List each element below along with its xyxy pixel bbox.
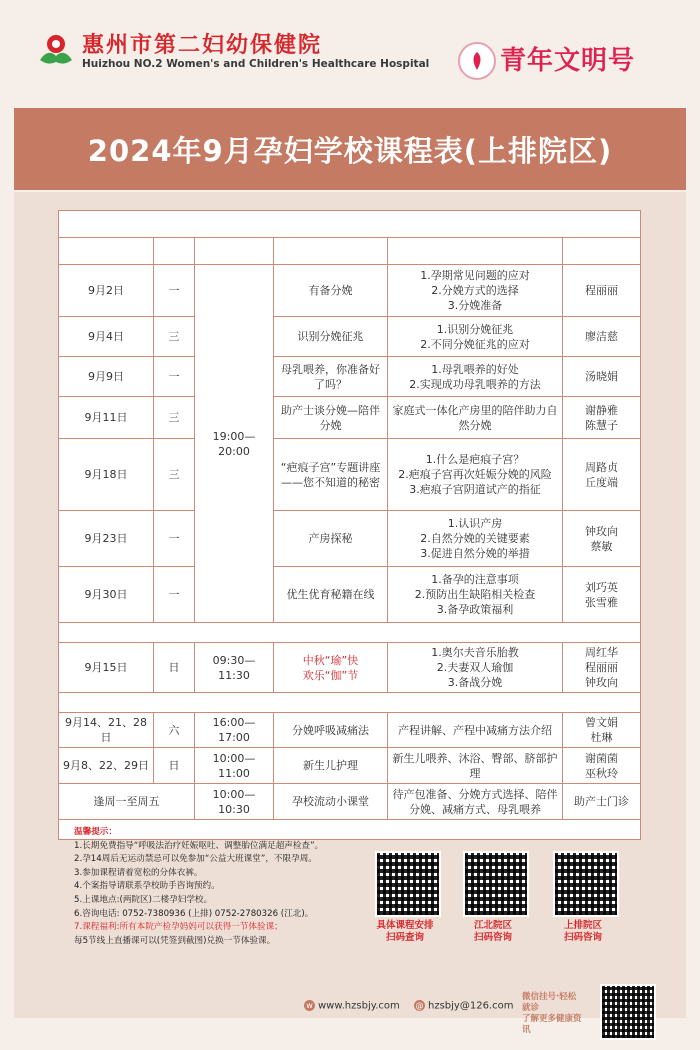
mail-icon: @	[415, 1001, 424, 1010]
qr-jiangbei-caption: 江北院区 扫码咨询	[473, 920, 512, 943]
col-course: 课程名称	[274, 238, 388, 265]
qr-jiangbei[interactable]	[463, 851, 529, 917]
col-weekday: 星期	[154, 238, 195, 265]
col-date: 日期	[59, 238, 154, 265]
footer	[14, 992, 584, 1035]
table-row: 逢周一至周五 10:00—10:30 孕校流动小课堂 待产包准备、分娩方式选择、陪伴分娩、减痛方式、母乳喂养 助产士门诊	[59, 784, 641, 820]
skill-section-title: 技能操作课程 (线下)	[59, 693, 641, 713]
hospital-logo-icon	[36, 30, 76, 70]
tips-block: 温馨提示： 1.长期免费指导“呼吸法治疗妊娠呕吐、调整胎位满足超声检查”。 2.孕14周后无运动禁忌可以免参加“公益大班课堂”，不限孕周。 3.参加课程请着宽松的分体衣裤。 4.个案指导请联系孕校助手咨询预约。 5.上课地点:(两院区)二楼孕妇学校。 6.咨询电话: 0752-7380936 (上排) 0752-2780326 (江北)。 7.课程福利:所有本院产检孕妈妈可以获得一节体验课； 每5节线上直播课可以(凭签到截图)兑换一节体验课。	[74, 826, 404, 948]
wechat-note: 微信挂号·轻松就诊 了解更多健康资讯	[522, 992, 582, 1035]
qr-shangpai-caption: 上排院区 扫码咨询	[563, 920, 602, 943]
table-row: 9月2日 一 19:00—20:00 有备分娩 1.孕期常见问题的应对 2.分娩方式的选择 3.分娩准备 程丽丽	[59, 265, 641, 317]
globe-icon: w	[304, 1000, 315, 1011]
youth-title: 青年文明号	[500, 46, 636, 76]
hospital-name-cn: 惠州市第二妇幼保健院	[82, 33, 323, 58]
yoga-section-title: 孕产瑜伽运动课程 (线下)	[59, 820, 641, 840]
table-row: 9月4日 三 识别分娩征兆 1.识别分娩征兆 2.不同分娩征兆的应对 廖洁慈	[59, 317, 641, 357]
col-content: 课程内容	[388, 238, 563, 265]
qr-schedule[interactable]	[375, 851, 441, 917]
table-row: 9月23日 一 产房探秘 1.认识产房 2.自然分娩的关键要素 3.促进自然分娩的举措 钟玫向 蔡敏	[59, 511, 641, 567]
email-link[interactable]: @ hzsbjy@126.com	[415, 1000, 514, 1012]
website-link[interactable]: w www.hzsbjy.com	[304, 1000, 400, 1012]
table-row: 9月9日 一 母乳喂养，你准备好了吗？ 1.母乳喂养的好处 2.实现成功母乳喂养的方法 汤晓娟	[59, 357, 641, 397]
qr-shangpai[interactable]	[553, 851, 619, 917]
table-row: 9月30日 一 优生优育秘籍在线 1.备孕的注意事项 2.预防出生缺陷相关检查 3.备孕政策福利 刘巧英 张雪雅	[59, 567, 641, 623]
table-row: 9月11日 三 助产士谈分娩—陪伴分娩 家庭式一体化产房里的陪伴助力自然分娩 谢静雅 陈慧子	[59, 397, 641, 439]
hospital-name-en: Huizhou NO.2 Women's and Children's Healthcare Hospital	[82, 58, 430, 70]
table-row: 9月18日 三 “疤痕子宫”专题讲座——您不知道的秘密 1.什么是疤痕子宫？ 2.疤痕子宫再次妊娠分娩的风险 3.疤痕子宫阴道试产的指征 周路贞 丘度端	[59, 439, 641, 511]
online-section-title: 线上课程(直播)—关注“惠州市第二妇幼保健院服务平台”视频号	[59, 211, 641, 238]
online-time: 19:00—20:00	[195, 265, 274, 623]
youth-badge-icon	[458, 42, 496, 80]
theme-section-title: 主题活动课程 (线下)	[59, 623, 641, 643]
col-speaker: 主讲人	[563, 238, 641, 265]
header	[0, 0, 700, 96]
col-time: 时间	[195, 238, 274, 265]
column-headers	[59, 238, 641, 265]
table-row: 9月15日 日 09:30—11:30 中秋“瑜”快 欢乐“伽”节 1.奥尔夫音乐胎教 2.夫妻双人瑜伽 3.备战分娩 周红华 程丽丽 钟玫向	[59, 643, 641, 693]
schedule-table	[58, 210, 641, 840]
qr-wechat[interactable]	[600, 984, 656, 1040]
table-row: 9月14、21、28日 六 16:00—17:00 分娩呼吸减痛法 产程讲解、产程中减痛方法介绍 曾文娟 杜琳	[59, 713, 641, 748]
tips-title: 温馨提示：	[74, 827, 117, 837]
page-title: 2024年9月孕妇学校课程表(上排院区)	[14, 108, 686, 190]
table-row: 9月8、22、29日 日 10:00—11:00 新生儿护理 新生儿喂养、沐浴、臀部、脐部护理 谢菌菌 巫秋玲	[59, 748, 641, 784]
qr-schedule-caption: 具体课程安排 扫码查询	[376, 920, 434, 943]
